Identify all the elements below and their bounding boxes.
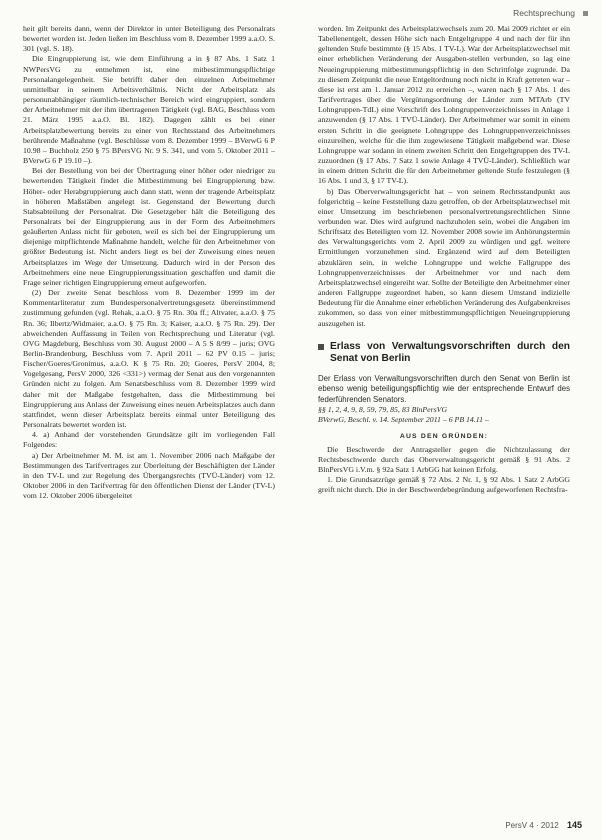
page-footer [505, 820, 582, 830]
left-column [23, 24, 275, 814]
right-column [318, 24, 570, 794]
grounds-heading: AUS DEN GRÜNDEN: [399, 432, 489, 440]
header-marker [583, 11, 588, 16]
section-heading-text: Erlass von Verwaltungsvorschriften durch den Senat von Berlin [330, 340, 570, 365]
norm-list: §§ 1, 2, 4, 9, 8, 59, 79, 85, 83 BlnPersVG [318, 405, 448, 415]
paragraph: worden. Im Zeitpunkt des Arbeitsplatzwechsels zum 20. Mai 2009 richtet er ein Tabellenentgelt, dessen Höhe sich nach Entgeltgruppe 4 und nach der für ihn geltenden Stufe bestimmte (§ 15 Abs. 1 TV-L). War der Arbeitsplatzwechsel mit einer erheblichen Veränderung der Ausgaben-stellen verbunden, so lag eine Neueingruppierung mitbestimmungspflichtig in den Schrittfolge zugrunde. Da zu diesem Zeitpunkt die neue Entgeltordnung noch nicht in Kraft getreten war – diese ist erst am 1. Januar 2012 zu erreichen –, waren nach § 17 Abs. 1 des Tarifvertrages über die Vergütungsordnung der Länder zum MTArb (TV Lohngruppen-TdL) eine Vorschrift des Lohngruppenverzeichnisses in Anlage 1 anzuwenden (§ 17 Abs. 1 TVÜ-Länder). Der Arbeitnehmer war somit in einem ersten Schritt in die geeignete Lohngruppe des Lohngruppenverzeichnisses einzureihen, welche für die ihm zugewiesene Tätigkeit maßgebend war. Diese Lohngruppe war sodann in einem zweiten Schritt den Entgeltgruppen des TV-L zuzuordnen (§ 17 Abs. 7 Satz 1 sowie Anlage 4 TVÜ-Länder). Schließlich war in einem dritten Schritt die für den Arbeitnehmer geltende Stufe festzulegen (§ 16 Abs. 1 und 3, § 17 TV-L). [318, 24, 570, 186]
section-label: Rechtsprechung [513, 8, 575, 18]
paragraph: Die Beschwerde der Antragsteller gegen die Nichtzulassung der Rechtsbeschwerde durch das Oberverwaltungsgericht gemäß § 91 Abs. 2 BlnPersVG i.V.m. § 92a Satz 1 ArbGG hat keinen Erfolg. [318, 444, 570, 474]
paragraph: b) Das Oberverwaltungsgericht hat – von seinem Rechtsstandpunkt aus folgerichtig – keine Feststellung dazu getroffen, ob der Arbeitsplatzwechsel mit einer Umsetzung im beschriebenen personalvertretungsrechtlichen Sinne verbunden war. Dies wird aufgrund nachzuholen sein, wobei die Angaben im Schriftsatz des Beteiligten vom 12. November 2008 sowie im Anhörungstermin des Verwaltungsgerichts vom 2. April 2009 zu würdigen und ggf. weitere Ermittlungen vorzunehmen sind. Ergänzend wird auf dem Beteiligten abzuklären sein, in welche Lohngruppe und welche Fallgruppe des Lohngruppenverzeichnisses der Arbeitnehmer vor und nach dem Arbeitsplatzwechsel eingereiht war. Sollte der Beteiligte den Arbeitnehmer einer anderen Fallgruppe zugeordnet haben, so kann diesem Umstand indizielle Bedeutung für die Annahme einer erheblichen Veränderung des Aufgabenkreises zukommen, so dass von einer mitbestimmungspflichtigen Neueingruppierung auszugehen ist. [318, 186, 570, 328]
paragraph: a) Der Arbeitnehmer M. M. ist am 1. November 2006 nach Maßgabe der Bestimmungen des Tarifvertrages zur Überleitung der Beschäftigten der Länder in den TV-L und zur Regelung des Übergangsrechts (TVÜ-Länder) vom 12. Oktober 2006 in den Tarifvertrag für den öffentlichen Dienst der Länder (TV-L) vom 12. Oktober 2006 übergeleitet [23, 450, 275, 501]
paragraph: (2) Der zweite Senat beschloss vom 8. Dezember 1999 im der Kommentarliteratur zum Bundespersonalvertretungsgesetz übereinstimmend zustimmung gefunden (vgl. Rehak, a.a.O. § 75 Rn. 30a ff.; Altvater, a.a.O. § 75 Rn. 36; Ilbertz/Widmaier, a.a.O. § 75 Rn. 3; Kaiser, a.a.O. § 75 Rn. 29). Der abweichenden Auffassung in Teilen von Rechtsprechung und Literatur (vgl. OVG Magdeburg, Beschluss vom 30. August 2000 – A 5 S 8/99 – juris; OVG Berlin-Brandenburg, Beschluss vom 7. April 2011 – 62 PV 0.15 – juris; Fischer/Goeres/Gronimus, a.a.O. K § 75 Rn. 20; Goeres, PersV 2004, 8; Vogelgesang, PersV 2000, 326 <331>) vermag der Senat aus den vorgenannten Gründen nicht zu folgen. Am Senatsbeschluss vom 8. Dezember 1999 wird daher mit der Maßgabe festgehalten, dass die Mitbestimmung bei Eingruppierung aus Anlass der Zuweisung eines neuen Arbeitsplatzes auch dann stattfindet, wenn dieser Arbeitsplatz bereits einmal unter Beteiligung des Personalrats bewertet worden ist. [23, 288, 275, 430]
page-header [513, 8, 588, 18]
headnote: Der Erlass von Verwaltungsvorschriften durch den Senat von Berlin ist ebenso wenig beteiligungspflichtig wie der entsprechende Entwurf des federführenden Senators. [318, 373, 570, 404]
heading-bullet-icon [318, 344, 324, 350]
paragraph: 1. Die Grundsatzrüge gemäß § 72 Abs. 2 Nr. 1, § 92 Abs. 1 Satz 2 ArbGG greift nicht durch. Die in der Beschwerdebegründung aufgeworfenen Rechtsfra- [318, 475, 570, 495]
paragraph: 4. a) Anhand der vorstehenden Grundsätze gilt im vorliegenden Fall Folgendes: [23, 430, 275, 450]
decision-citation: BVerwG, Beschl. v. 14. September 2011 – 6 PB 14.11 – [318, 415, 489, 425]
paragraph: heit gilt bereits dann, wenn der Direktor in unter Beteiligung des Personalrats bewertet worden ist. Jeden ließen im Beschluss vom 8. Dezember 1999 a.a.O. S. 301 (vgl. S. 18). [23, 24, 275, 54]
section-heading [318, 341, 570, 366]
paragraph: Die Eingruppierung ist, wie dem Einführung a in § 87 Abs. 1 Satz 1 NWPersVG zu entnehmen ist, eine mitbestimmungspflichtige Personalangelegenheit. Sie betrifft daher den einzelnen Arbeitnehmer unmittelbar in seinem Arbeitsverhältnis. Nicht der Arbeitsplatz als personunabhängiger räumlich-technischer Bereich wird eingruppiert, sondern der Arbeitnehmer mit der ihm übertragenen Tätigkeit (vgl. BAG, Beschluss vom 21. März 1995 a.a.O. Bl. 182). Dagegen zählt es bei einer Arbeitsplatzbewertung bereits zu einer von Rechtsstand des Arbeitnehmers berührende Maßnahme (vgl. Beschlüsse vom 8. Dezember 1999 – BVerwG 6 P 10.98 – Buchholz 250 § 75 BPersVG Nr. 9 S. 341, und vom 5. Oktober 2011 – BVerwG 6 P 19.10 –). [23, 54, 275, 166]
paragraph: Bei der Bestellung von bei der Übertragung einer höher oder niedriger zu bewertenden Tätigkeit findet die Mitbestimmung bei Eingruppierung bzw. Höher- oder Herabgruppierung auch dann statt, wenn der tragende Arbeitsplatz in höheren Maßstäben angelegt ist. Gegenstand der Bewertung durch Stabsabteilung der Personalrat. Die Gesetzgeber hält die Beteiligung des Personalrats bei der Eingruppierung aus in der Form des Arbeitnehmers geäußerten Anlass nicht für geboten, weil es sich bei der Eingruppierung um diejenige mitpflichtende Maßnahme handelt, welche für den Arbeitnehmer von größter Bedeutung ist. Nicht anders liegt es bei der Zuweisung eines neuen Arbeitsplatzes im Wege der Umsetzung. Dadurch wird in der Person des Arbeitnehmers eine neue Eingruppierungssituation geschaffen und damit die Frage seiner richtigen Eingruppierung erneut aufgeworfen. [23, 166, 275, 287]
issue-number: 4 · 2012 [529, 821, 559, 830]
journal-name: PersV [505, 821, 528, 830]
page-number: 145 [566, 820, 582, 830]
